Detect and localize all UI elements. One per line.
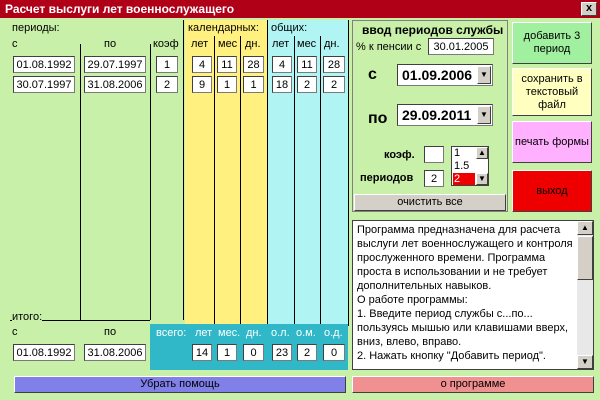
total-label: итого: — [12, 311, 43, 323]
periods-count-label: периодов — [360, 172, 414, 184]
row1-cal-months: 11 — [217, 56, 237, 73]
totals-months-header: мес. — [218, 327, 241, 339]
coef-option-2[interactable]: 2 — [453, 173, 475, 185]
common-header: общих: — [271, 22, 308, 34]
divider-common-end — [348, 20, 349, 326]
calendar-days-header: дн. — [245, 38, 261, 50]
row2-coef[interactable]: 2 — [156, 76, 178, 93]
coef-scroll-down[interactable]: ▼ — [476, 173, 488, 185]
help-line: проста в использовании и не требует — [357, 266, 548, 278]
common-days-header: дн. — [324, 38, 340, 50]
common-years-header: лет — [272, 38, 290, 50]
row2-to[interactable]: 31.08.2006 — [84, 76, 146, 93]
totals-days-header: дн. — [246, 327, 262, 339]
common-months-header: мес — [297, 38, 317, 50]
row1-common-years: 4 — [272, 56, 292, 73]
row2-cal-months: 1 — [217, 76, 237, 93]
periods-count-input[interactable]: 2 — [424, 170, 444, 187]
totals-om-header: о.м. — [296, 327, 316, 339]
row2-from[interactable]: 30.07.1997 — [13, 76, 75, 93]
print-form-button[interactable]: печать формы — [512, 121, 592, 163]
entry-title: ввод периодов службы — [362, 23, 504, 37]
total-to: 31.08.2006 — [84, 344, 146, 361]
help-scroll-down[interactable]: ▼ — [577, 355, 593, 369]
divider-cal-months — [240, 36, 241, 326]
pension-label: % к пенсии с — [356, 41, 422, 53]
row1-common-days: 28 — [323, 56, 345, 73]
row2-cal-years: 9 — [192, 76, 212, 93]
save-text-button[interactable]: сохранить в текстовый файл — [512, 68, 592, 116]
totals-om: 2 — [297, 344, 317, 361]
to-date-dropdown-arrow[interactable]: ▼ — [477, 106, 491, 124]
pension-date-input[interactable]: 30.01.2005 — [428, 38, 494, 55]
help-line: 2. Нажать кнопку "Добавить период". — [357, 350, 546, 362]
totals-months: 1 — [217, 344, 237, 361]
help-line: вниз, влево, вправо. — [357, 336, 462, 348]
help-scroll-thumb[interactable] — [577, 236, 593, 280]
divider-common-years — [294, 36, 295, 326]
coef-option-1-5[interactable]: 1.5 — [454, 160, 470, 172]
help-line: О работе программы: — [357, 294, 468, 306]
row1-coef[interactable]: 1 — [156, 56, 178, 73]
total-to-label: по — [104, 326, 117, 338]
col-coef-header: коэф — [153, 38, 179, 50]
divider-coef — [183, 20, 184, 320]
to-date-value: 29.09.2011 — [402, 107, 472, 123]
total-from: 01.08.1992 — [13, 344, 75, 361]
row2-common-days: 2 — [323, 76, 345, 93]
coef-label: коэф. — [384, 149, 415, 161]
totals-days: 0 — [243, 344, 264, 361]
help-line: 1. Введите период службы с...по... — [357, 308, 533, 320]
totals-years-header: лет — [195, 327, 213, 339]
divider-cal-common — [267, 20, 268, 326]
row1-from[interactable]: 01.08.1992 — [13, 56, 75, 73]
col-from-header: с — [12, 38, 18, 50]
totals-od: 0 — [323, 344, 345, 361]
row1-cal-years: 4 — [192, 56, 212, 73]
help-line: дополнительных навыков. — [357, 280, 492, 292]
total-from-label: с — [12, 326, 18, 338]
to-date-label: по — [368, 110, 388, 127]
help-scroll-up[interactable]: ▲ — [577, 221, 593, 235]
calendar-header: календарных: — [188, 22, 259, 34]
row2-cal-days: 1 — [243, 76, 264, 93]
help-line: пользуясь мышью или клавишами вверх, — [357, 322, 569, 334]
about-button[interactable]: о программе — [352, 376, 594, 393]
exit-button[interactable]: выход — [512, 170, 592, 212]
divider-common-months — [320, 36, 321, 326]
help-line: прослуженного времени. Программа — [357, 252, 546, 264]
divider-to — [150, 44, 151, 320]
coef-option-1[interactable]: 1 — [454, 147, 461, 159]
remove-help-button[interactable]: Убрать помощь — [14, 376, 346, 393]
window-title: Расчет выслуги лет военнослужащего — [0, 0, 600, 18]
add-period-button[interactable]: добавить 3 период — [512, 22, 592, 64]
periods-label: периоды: — [12, 22, 60, 34]
totals-label: всего: — [156, 327, 187, 339]
divider-cal-years — [214, 36, 215, 326]
divider-from — [80, 44, 81, 320]
calendar-months-header: мес — [218, 38, 238, 50]
row1-to[interactable]: 29.07.1997 — [84, 56, 146, 73]
from-date-label: с — [368, 66, 377, 83]
totals-od-header: о.д. — [324, 327, 343, 339]
help-line: выслуги лет военнослужащего и контроля — [357, 238, 573, 250]
row1-common-months: 11 — [297, 56, 317, 73]
clear-all-button[interactable]: очистить все — [354, 194, 506, 211]
row2-common-years: 18 — [272, 76, 292, 93]
calendar-years-header: лет — [191, 38, 209, 50]
row2-common-months: 2 — [297, 76, 317, 93]
totals-ol: 23 — [272, 344, 292, 361]
help-text-box — [352, 220, 594, 370]
totals-ol-header: о.л. — [271, 327, 290, 339]
help-line: Программа предназначена для расчета — [357, 224, 561, 236]
coef-input[interactable] — [424, 146, 444, 163]
from-date-value: 01.09.2006 — [402, 67, 473, 83]
totals-years: 14 — [192, 344, 212, 361]
from-date-dropdown-arrow[interactable]: ▼ — [477, 66, 491, 84]
col-to-header: по — [104, 38, 117, 50]
row1-cal-days: 28 — [243, 56, 264, 73]
coef-scroll-up[interactable]: ▲ — [476, 147, 488, 159]
close-button[interactable]: x — [581, 2, 597, 16]
